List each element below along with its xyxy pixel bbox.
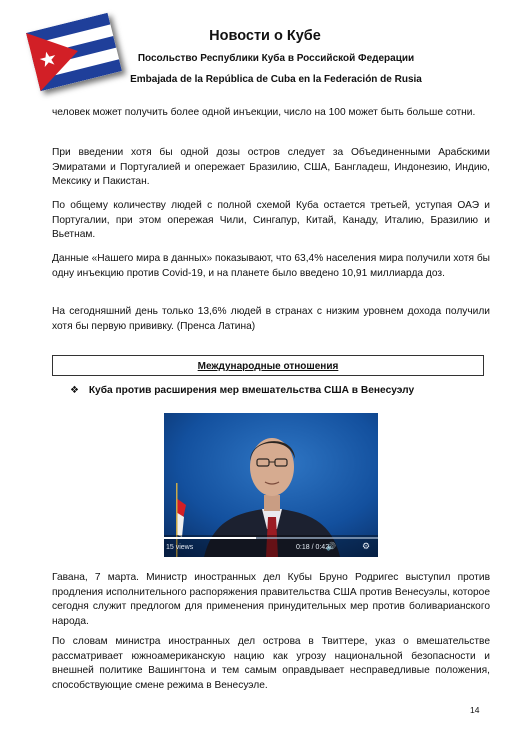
paragraph: человек может получить более одной инъекции, число на 100 может быть больше сотни. bbox=[52, 107, 476, 118]
paragraph: По общему количеству людей с полной схемой Куба остается третьей, уступая ОАЭ и Португалии, при этом опережая Чили, Сингапур, Китай, Канаду, Италию, Бразилию и Вьетнам. bbox=[52, 200, 490, 240]
video-frame bbox=[164, 413, 378, 557]
video-player[interactable] bbox=[164, 413, 378, 557]
paragraph: По словам министра иностранных дел острова в Твиттере, указ о вмешательстве рассматривает южноамериканскую нацию как угрозу национальной безопасности и внешней политике Вашингтона и тем самым оправдывает несправедливые положения, способствующие смене режима в Венесуэле. bbox=[52, 636, 490, 691]
volume-icon[interactable]: 🔊 bbox=[326, 542, 336, 551]
embassy-name-ru: Посольство Республики Куба в Российской Федерации bbox=[137, 53, 415, 64]
article-headline-row bbox=[70, 385, 490, 396]
paragraph: На сегодняшний день только 13,6% людей в странах с низким уровнем дохода получили хотя бы первую прививку. (Пренса Латина) bbox=[52, 306, 490, 332]
article-headline: Куба против расширения мер вмешательства США в Венесуэлу bbox=[88, 385, 415, 396]
section-heading: Международные отношения bbox=[197, 361, 339, 372]
cuba-flag-icon bbox=[26, 13, 122, 92]
video-time: 0:18 / 0:42 bbox=[296, 544, 330, 551]
page-title: Новости о Кубе bbox=[209, 28, 321, 44]
paragraph: При введении хотя бы одной дозы остров следует за Объединенными Арабскими Эмиратами и Португалией и опережает Бразилию, США, Бангладеш, Индонезию, Индию, Мексику и Пакистан. bbox=[52, 147, 490, 187]
embassy-name-es: Embajada de la República de Cuba en la Federación de Rusia bbox=[130, 74, 422, 85]
paragraph: Гавана, 7 марта. Министр иностранных дел Кубы Бруно Родригес выступил против продления исполнительного распоряжения правительства США против Венесуэлы, которое сегодня служит предлогом для применения принудительных мер против боливарианского народа. bbox=[52, 572, 490, 627]
video-views: 15 views bbox=[166, 544, 194, 551]
paragraph: Данные «Нашего мира в данных» показывают, что 63,4% населения мира получили хотя бы одну инъекцию против Covid-19, и на планете было введено 10,91 миллиарда доз. bbox=[52, 253, 490, 279]
section-heading-box bbox=[52, 355, 484, 376]
page-number: 14 bbox=[470, 705, 480, 715]
video-progress-fill bbox=[164, 537, 256, 539]
gear-icon[interactable]: ⚙ bbox=[362, 541, 371, 551]
diamond-bullet-icon: ❖ bbox=[70, 385, 79, 396]
